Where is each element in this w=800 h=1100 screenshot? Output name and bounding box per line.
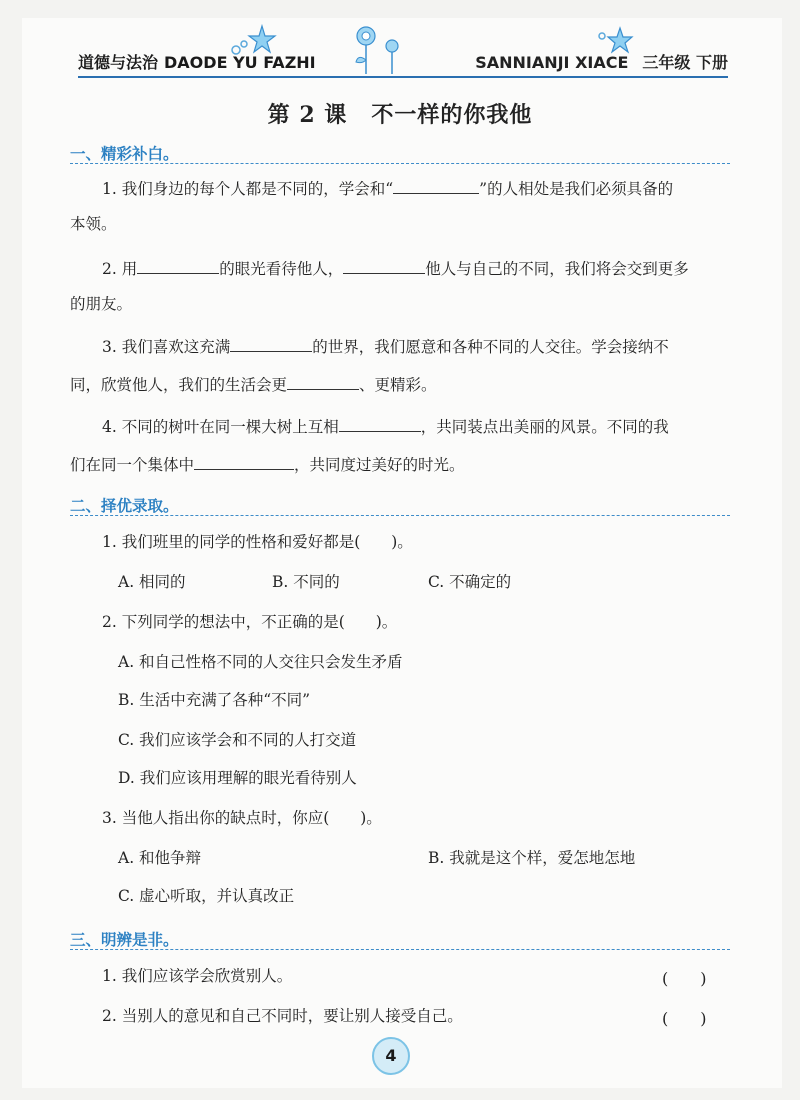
answer-blank[interactable] xyxy=(343,258,425,274)
answer-blank[interactable] xyxy=(339,416,421,432)
lesson-title xyxy=(0,98,800,129)
choice-option[interactable]: A. 和他争辩 xyxy=(118,849,202,867)
star-bubble-decoration-icon xyxy=(228,22,278,62)
lesson-number: 第 2 课 xyxy=(267,102,348,128)
answer-blank[interactable] xyxy=(230,336,312,352)
choice-option[interactable]: C. 不确定的 xyxy=(428,573,512,591)
choice-question-1: 1. 我们班里的同学的性格和爱好都是( )。 xyxy=(102,533,413,551)
fill-question-3-cont: 同，欣赏他人，我们的生活会更 、更精彩。 xyxy=(70,376,437,394)
fill-question-1-cont: 本领。 xyxy=(70,215,117,233)
section-divider xyxy=(70,163,730,165)
choice-option[interactable]: B. 生活中充满了各种“不同” xyxy=(118,691,311,709)
choice-option[interactable]: D. 我们应该用理解的眼光看待别人 xyxy=(118,769,357,787)
choice-option[interactable]: C. 我们应该学会和不同的人打交道 xyxy=(118,731,357,749)
choice-option[interactable]: B. 我就是这个样，爱怎地怎地 xyxy=(428,849,636,867)
fill-question-2-cont: 的朋友。 xyxy=(70,295,133,313)
section-heading-fill: 一、精彩补白。 xyxy=(70,145,179,163)
choice-option[interactable]: B. 不同的 xyxy=(272,573,340,591)
fill-question-4-cont: 们在同一个集体中 ，共同度过美好的时光。 xyxy=(70,456,465,474)
answer-blank[interactable] xyxy=(194,454,294,470)
answer-parentheses[interactable]: ( ) xyxy=(662,969,707,988)
answer-parentheses[interactable]: ( ) xyxy=(662,1009,707,1028)
judge-question-1: 1. 我们应该学会欣赏别人。 xyxy=(102,967,293,985)
answer-blank[interactable] xyxy=(393,178,479,194)
choice-option[interactable]: A. 相同的 xyxy=(118,573,186,591)
flower-decoration-icon xyxy=(350,22,410,78)
star-decoration-icon xyxy=(596,22,636,62)
choice-option[interactable]: A. 和自己性格不同的人交往只会发生矛盾 xyxy=(118,653,403,671)
lesson-name: 不一样的你我他 xyxy=(371,102,533,128)
fill-question-3: 3. 我们喜欢这充满 的世界，我们愿意和各种不同的人交往。学会接纳不 xyxy=(102,338,669,356)
section-divider xyxy=(70,515,730,517)
answer-blank[interactable] xyxy=(137,258,219,274)
choice-question-2: 2. 下列同学的想法中，不正确的是( )。 xyxy=(102,613,398,631)
fill-question-1: 1. 我们身边的每个人都是不同的，学会和“ ”的人相处是我们必须具备的 xyxy=(102,180,674,198)
subject-en: DAODE YU FAZHI xyxy=(164,53,316,72)
fill-question-4: 4. 不同的树叶在同一棵大树上互相 ，共同装点出美丽的风景。不同的我 xyxy=(102,418,669,436)
section-heading-choice: 二、择优录取。 xyxy=(70,497,179,515)
grade-cn: 三年级 下册 xyxy=(642,53,728,72)
grade-en: SANNIANJI XIACE xyxy=(475,53,629,72)
choice-question-3: 3. 当他人指出你的缺点时，你应( )。 xyxy=(102,809,382,827)
section-divider xyxy=(70,949,730,951)
answer-blank[interactable] xyxy=(287,374,359,390)
subject-cn: 道德与法治 xyxy=(78,53,159,72)
subject-label xyxy=(78,50,316,73)
fill-question-2: 2. 用 的眼光看待他人， 他人与自己的不同，我们将会交到更多 xyxy=(102,260,689,278)
section-heading-judge: 三、明辨是非。 xyxy=(70,931,179,949)
page-number-badge: 4 xyxy=(372,1037,410,1075)
choice-option[interactable]: C. 虚心听取，并认真改正 xyxy=(118,887,295,905)
judge-question-2: 2. 当别人的意见和自己不同时，要让别人接受自己。 xyxy=(102,1007,463,1025)
